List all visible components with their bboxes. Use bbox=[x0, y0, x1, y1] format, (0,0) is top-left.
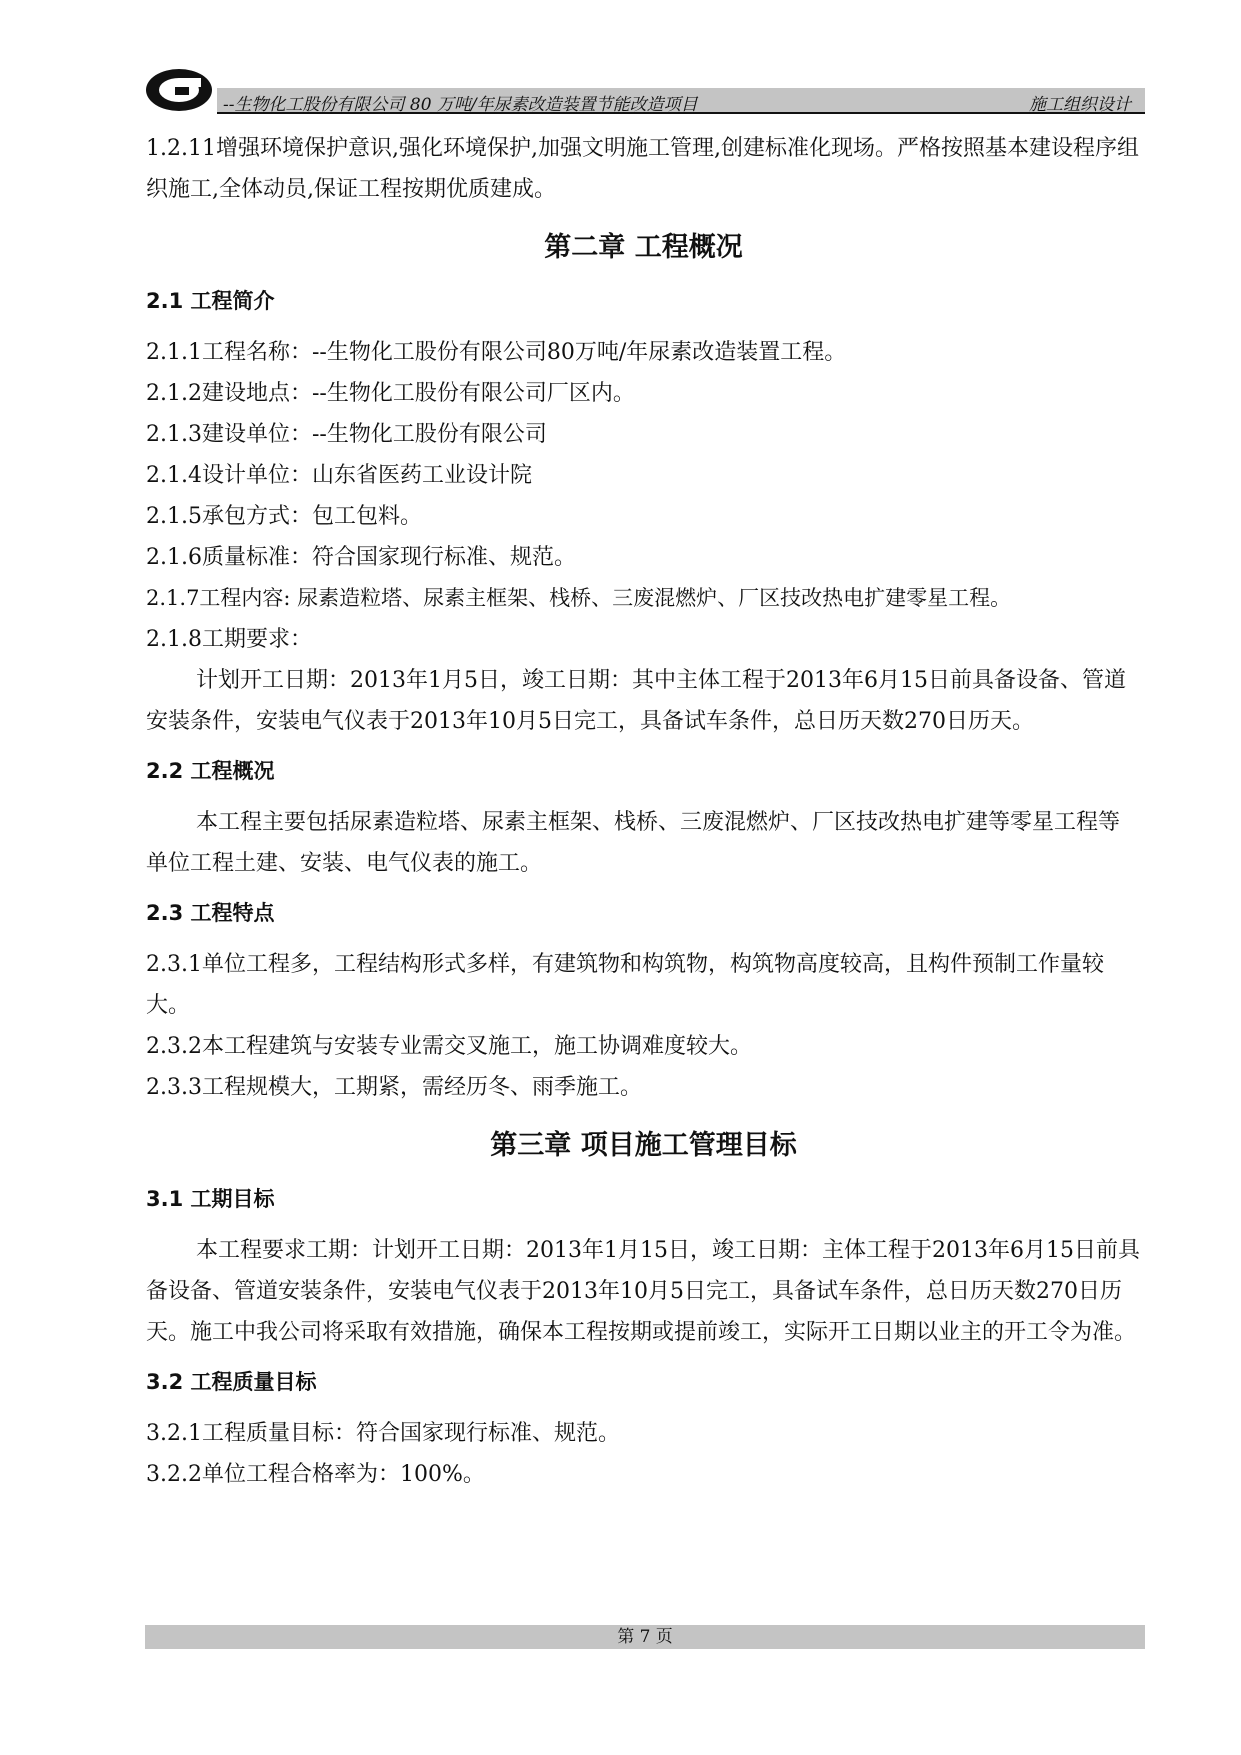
item-2-1-4: 2.1.4设计单位：山东省医药工业设计院 bbox=[146, 463, 532, 488]
page-footer bbox=[145, 1625, 1145, 1649]
chapter-3-title: 第三章 项目施工管理目标 bbox=[490, 1130, 797, 1161]
section-3-1-heading: 3.1 工期目标 bbox=[146, 1187, 275, 1211]
company-logo bbox=[145, 68, 213, 112]
section-2-2-heading: 2.2 工程概况 bbox=[146, 759, 275, 783]
header-bar bbox=[217, 88, 1145, 114]
header-project-title: --生物化工股份有限公司 80 万吨/年尿素改造装置节能改造项目 bbox=[223, 95, 698, 115]
paragraph-1-2-11: 1.2.11增强环境保护意识,强化环境保护,加强文明施工管理,创建标准化现场。严格按照基本建设程序组织施工,全体动员,保证工程按期优质建成。 bbox=[146, 136, 1139, 202]
duration-goal-paragraph: 本工程要求工期：计划开工日期：2013年1月15日，竣工日期：主体工程于2013年6月15日前具备设备、管道安装条件，安装电气仪表于2013年10月5日完工，具备试车条件，总日历天数270日历天。施工中我公司将采取有效措施，确保本工程按期或提前竣工，实际开工日期以业主的开工令为准。 bbox=[146, 1238, 1140, 1345]
item-2-3-1: 2.3.1单位工程多，工程结构形式多样，有建筑物和构筑物，构筑物高度较高，且构件预制工作量较大。 bbox=[146, 952, 1104, 1018]
overview-paragraph: 本工程主要包括尿素造粒塔、尿素主框架、栈桥、三废混燃炉、厂区技改热电扩建等零星工程等单位工程土建、安装、电气仪表的施工。 bbox=[146, 810, 1121, 876]
header-document-type: 施工组织设计 bbox=[1029, 95, 1131, 115]
item-2-1-8: 2.1.8工期要求： bbox=[146, 627, 312, 652]
item-3-2-1: 3.2.1工程质量目标：符合国家现行标准、规范。 bbox=[146, 1421, 620, 1446]
item-2-1-1: 2.1.1工程名称：--生物化工股份有限公司80万吨/年尿素改造装置工程。 bbox=[146, 340, 847, 365]
item-3-2-2: 3.2.2单位工程合格率为：100%。 bbox=[146, 1462, 485, 1487]
schedule-paragraph: 计划开工日期：2013年1月5日，竣工日期：其中主体工程于2013年6月15日前具备设备、管道安装条件，安装电气仪表于2013年10月5日完工，具备试车条件，总日历天数270日历天。 bbox=[146, 668, 1126, 734]
item-2-3-2: 2.3.2本工程建筑与安装专业需交叉施工，施工协调难度较大。 bbox=[146, 1034, 752, 1059]
page-header bbox=[145, 60, 1145, 115]
chapter-2-title: 第二章 工程概况 bbox=[544, 232, 743, 263]
section-2-1-heading: 2.1 工程简介 bbox=[146, 289, 275, 313]
section-2-3-heading: 2.3 工程特点 bbox=[146, 901, 275, 925]
section-3-2-heading: 3.2 工程质量目标 bbox=[146, 1370, 317, 1394]
item-2-1-3: 2.1.3建设单位：--生物化工股份有限公司 bbox=[146, 422, 547, 447]
item-2-3-3: 2.3.3工程规模大，工期紧，需经历冬、雨季施工。 bbox=[146, 1075, 642, 1100]
item-2-1-2: 2.1.2建设地点：--生物化工股份有限公司厂区内。 bbox=[146, 381, 635, 406]
page-number: 第 7 页 bbox=[617, 1627, 673, 1647]
page-body bbox=[146, 128, 1141, 1495]
item-2-1-7: 2.1.7工程内容: 尿素造粒塔、尿素主框架、栈桥、三废混燃炉、厂区技改热电扩建零星工程。 bbox=[146, 586, 1012, 610]
item-2-1-6: 2.1.6质量标准：符合国家现行标准、规范。 bbox=[146, 545, 576, 570]
item-2-1-5: 2.1.5承包方式：包工包料。 bbox=[146, 504, 422, 529]
